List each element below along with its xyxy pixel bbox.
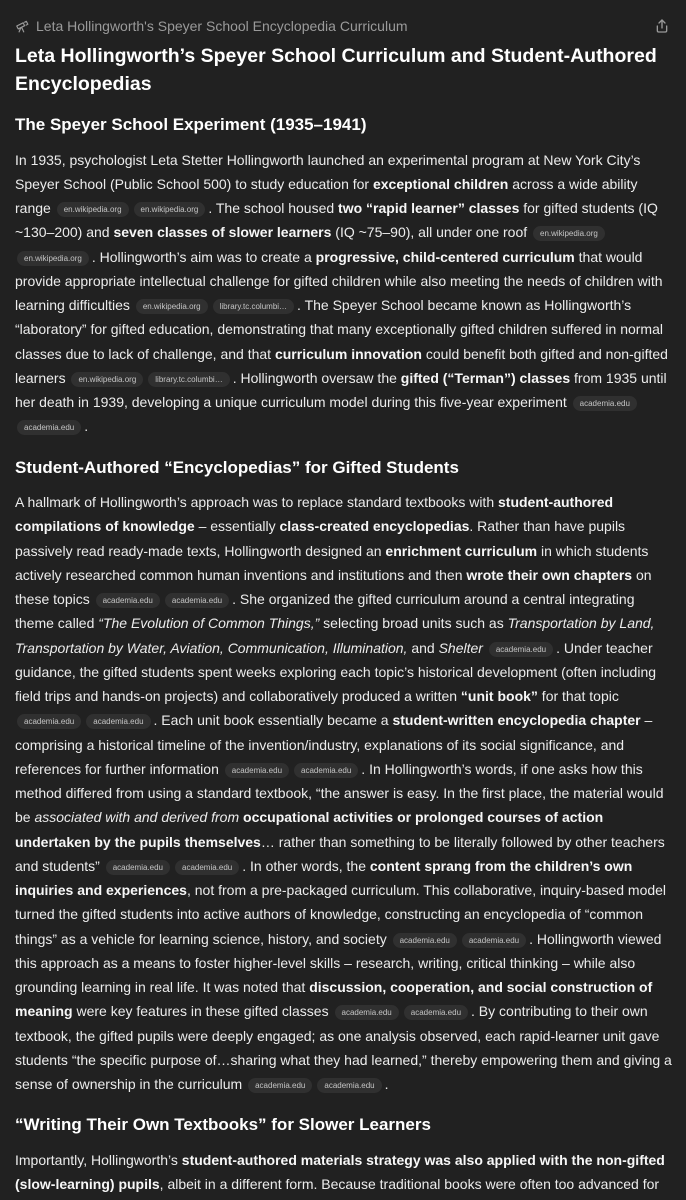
text-run: . Hollingworth viewed this approach as a means to foster higher-level skills – research, writing, critical thinking – while also grounding learning in real life. It was noted that — [15, 930, 662, 995]
paragraph — [15, 148, 676, 439]
text-run: . In Hollingworth’s words, if one asks how this method differed from using a standard textbook, “the answer is easy. In the first place, the material would be — [15, 760, 664, 826]
citation-chip[interactable]: academia.edu — [225, 763, 289, 778]
text-run: from 1935 until her death in 1939, developing a unique curriculum model during this five-year experiment — [15, 369, 667, 410]
citation-chip[interactable]: academia.edu — [96, 593, 160, 608]
citation-chip[interactable]: academia.edu — [106, 860, 170, 875]
bold-text: discussion, cooperation, and social construction of meaning — [15, 979, 653, 1020]
text-run — [483, 640, 487, 656]
bold-text: gifted (“Terman”) classes — [400, 369, 571, 386]
text-run: on these topics — [15, 566, 652, 607]
section-slower-learners — [15, 1113, 676, 1196]
conversation-title: Leta Hollingworth's Speyer School Encyclopedia Curriculum — [36, 18, 408, 34]
text-run: . She organized the gifted curriculum around a central integrating theme called — [15, 591, 635, 632]
report-document — [15, 42, 676, 1196]
bold-text: two “rapid learner” classes — [338, 200, 520, 216]
bold-text: content sprang from the children’s own inquiries and experiences — [15, 857, 633, 898]
citation-chip[interactable]: en.wikipedia.org — [17, 251, 89, 266]
citation-chip[interactable]: en.wikipedia.org — [134, 202, 206, 217]
text-run: across a wide ability range — [15, 175, 638, 216]
text-run: In 1935, psychologist Leta Stetter Hollingworth launched an experimental program at New York City’s Speyer School (Public School 500) to study education for — [15, 151, 641, 192]
bold-text: student-written encyclopedia chapter — [392, 712, 641, 729]
text-run: A hallmark of Hollingworth’s approach was to replace standard textbooks with — [15, 494, 498, 510]
citation-chip[interactable]: en.wikipedia.org — [533, 226, 605, 241]
text-run: selecting broad units such as — [319, 615, 508, 632]
text-run: . Hollingworth’s aim was to create a — [91, 248, 316, 265]
text-run: that would provide appropriate intellectual challenge for gifted children while also meeting the needs of children with learning difficulties — [15, 248, 663, 313]
bold-text: curriculum innovation — [274, 345, 422, 362]
citation-chip[interactable]: en.wikipedia.org — [136, 299, 208, 314]
citation-chip[interactable]: academia.edu — [335, 1005, 399, 1020]
text-run: Importantly, Hollingworth’s — [15, 1151, 182, 1168]
italic-text: Transportation by Land, Transportation by Water, Aviation, Communication, Illumination, — [15, 615, 655, 656]
text-run: were key features in these gifted classes — [72, 1003, 333, 1020]
bold-text: “unit book” — [460, 688, 538, 704]
citation-chip[interactable]: academia.edu — [165, 593, 229, 608]
bold-text: progressive, child-centered curriculum — [315, 248, 575, 265]
italic-text: “The Evolution of Common Things,” — [98, 615, 320, 632]
text-run: and — [407, 639, 439, 656]
text-run: . — [384, 1076, 389, 1092]
text-run: (IQ ~75–90), all under one roof — [331, 224, 532, 241]
citation-chip[interactable]: academia.edu — [17, 420, 81, 435]
citation-chip[interactable]: academia.edu — [489, 642, 553, 657]
citation-chip[interactable]: academia.edu — [175, 860, 239, 875]
text-run: . The Speyer School became known as Hollingworth’s “laboratory” for gifted education, demonstrating that many exceptionally gifted children suffered in normal classes due to lack of challenge, and that — [15, 297, 663, 362]
bold-text: exceptional children — [372, 175, 509, 192]
bold-text: student-authored materials strategy was also applied with the non-gifted (slow-learning) pupils — [15, 1151, 665, 1192]
bold-text: student-authored compilations of knowledge — [15, 494, 614, 535]
text-run: for gifted students (IQ ~130–200) and — [15, 200, 658, 241]
share-icon — [654, 18, 670, 34]
section-heading: “Writing Their Own Textbooks” for Slower Learners — [15, 1115, 431, 1135]
citation-chip[interactable]: academia.edu — [573, 396, 637, 411]
text-run: – comprising a historical timeline of the invention/industry, explanations of its social significance, and references for further information — [15, 712, 653, 777]
citation-chip[interactable]: academia.edu — [17, 714, 81, 729]
text-run: , albeit in a different form. Because traditional books were often too advanced for — [159, 1176, 660, 1192]
citation-chip[interactable]: academia.edu — [404, 1005, 468, 1020]
text-run: . By contributing to their own textbook, the gifted pupils were deeply engaged; as one analysis observed, each rapid-learner unit gave students “the specific purpose of…sharing what they had learned,” thereby empowering them and giving a sense of ownership in the curriculum — [15, 1003, 672, 1092]
bold-text: wrote their own chapters — [466, 566, 633, 583]
telescope-icon — [15, 19, 29, 33]
citation-chip[interactable]: library.tc.columbi… — [148, 372, 229, 387]
section-heading: Student-Authored “Encyclopedias” for Gifted Students — [15, 457, 459, 477]
citation-chip[interactable]: academia.edu — [248, 1078, 312, 1093]
bold-text: seven classes of slower learners — [113, 224, 332, 241]
italic-text: Shelter — [438, 639, 483, 656]
top-bar — [15, 14, 635, 38]
citation-chip[interactable]: academia.edu — [462, 933, 526, 948]
text-run: . Hollingworth oversaw the — [232, 369, 401, 386]
document-title: Leta Hollingworth’s Speyer School Curriculum and Student-Authored Encyclopedias — [15, 45, 657, 95]
bold-text: class-created encyclopedias — [279, 518, 470, 535]
section-student-encyclopedias — [15, 456, 676, 1097]
paragraph — [15, 490, 676, 1096]
section-speyer-experiment — [15, 113, 676, 439]
text-run: . In other words, the — [242, 857, 370, 874]
paragraph — [15, 1148, 676, 1197]
text-run: . Rather than have pupils passively read ready-made texts, Hollingworth designed an — [15, 518, 626, 559]
text-run: in which students actively researched common human inventions and institutions and then — [15, 542, 649, 583]
bold-text: occupational activities or prolonged courses of action undertaken by the pupils themselves — [15, 809, 604, 850]
citation-chip[interactable]: academia.edu — [317, 1078, 381, 1093]
text-run: . Under teacher guidance, the gifted students spent weeks exploring each topic’s historical development (often including field trips and hands-on projects) and collaboratively produced a written — [15, 639, 657, 704]
citation-chip[interactable]: academia.edu — [294, 763, 358, 778]
text-run: … rather than something to be literally followed by other teachers and students” — [15, 833, 665, 874]
citation-chip[interactable]: en.wikipedia.org — [71, 372, 143, 387]
text-run: , not from a pre-packaged curriculum. This collaborative, inquiry-based model turned the gifted students into active authors of knowledge, constructing an encyclopedia of “common things” as a vehicle for learning science, history, and society — [15, 882, 667, 947]
share-button[interactable] — [654, 18, 670, 34]
citation-chip[interactable]: en.wikipedia.org — [57, 202, 129, 217]
citation-chip[interactable]: academia.edu — [86, 714, 150, 729]
citation-chip[interactable]: academia.edu — [393, 933, 457, 948]
citation-chip[interactable]: library.tc.columbi… — [213, 299, 294, 314]
text-run: . — [84, 418, 89, 435]
text-run: could benefit both gifted and non-gifted learners — [15, 345, 668, 386]
text-run: for that topic — [537, 688, 619, 704]
italic-text: associated with and derived from — [34, 809, 240, 826]
bold-text: enrichment curriculum — [385, 542, 538, 559]
text-run: – essentially — [194, 518, 280, 535]
text-run: . Each unit book essentially became a — [153, 712, 393, 729]
text-run: . The school housed — [208, 200, 339, 216]
section-heading: The Speyer School Experiment (1935–1941) — [15, 115, 367, 134]
